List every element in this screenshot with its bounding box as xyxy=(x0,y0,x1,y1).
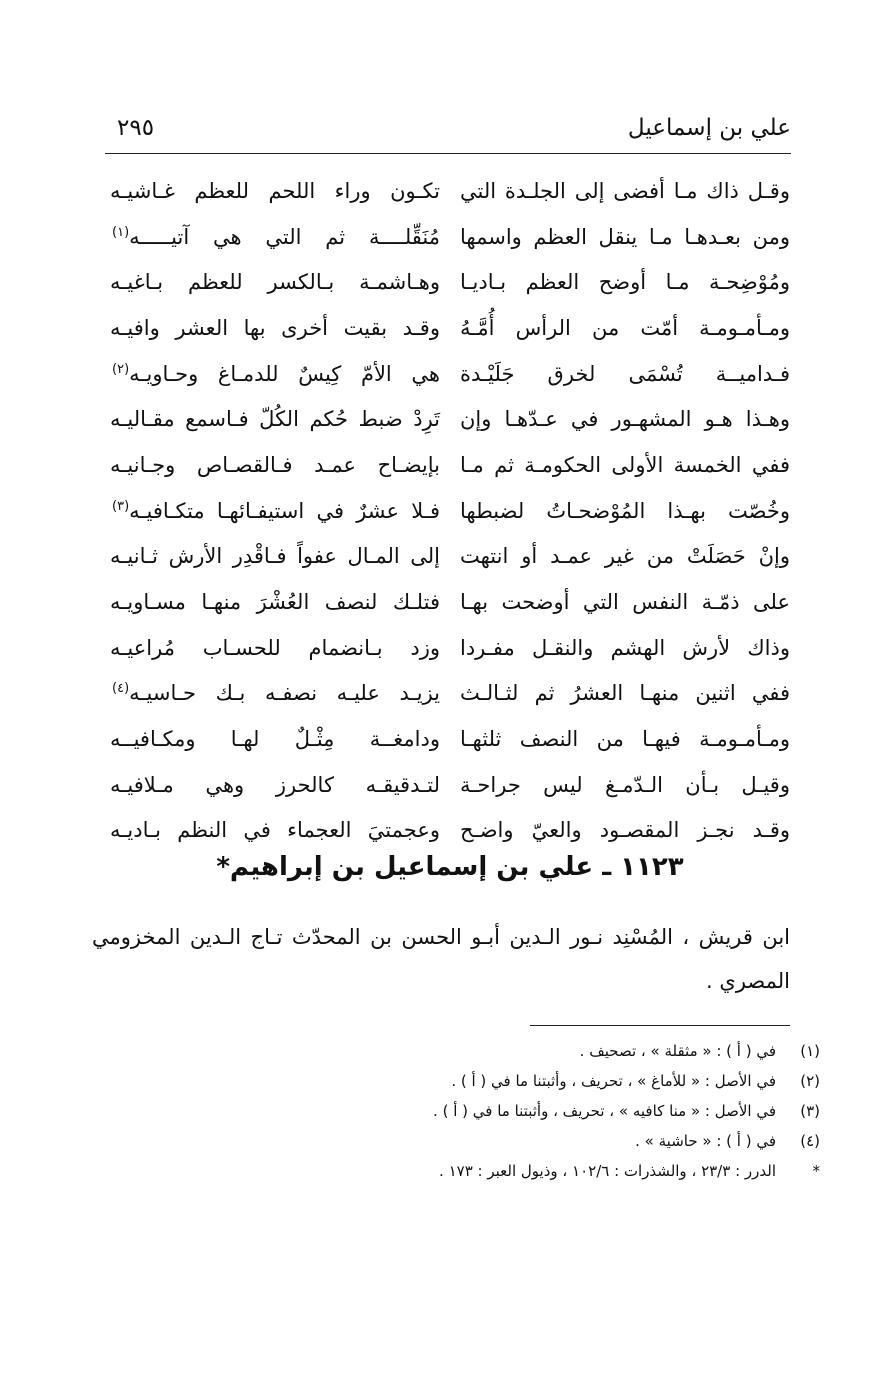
footnote-item xyxy=(330,1126,820,1156)
second-hemistich xyxy=(110,727,440,751)
first-hemistich: وهـذا هـو المشهـور في عـدّهـا وإن xyxy=(460,407,790,432)
footnotes xyxy=(330,1036,820,1186)
footnote-item xyxy=(330,1156,820,1186)
footnote-number: (٤) xyxy=(800,1132,820,1150)
first-hemistich: وقيـل بـأن الـدّمـغ ليس جراحـة xyxy=(460,772,790,797)
footnote-item xyxy=(330,1066,820,1096)
footnote-number: (٢) xyxy=(800,1072,820,1090)
second-hemistich xyxy=(110,362,440,386)
verse-line xyxy=(110,534,790,580)
entry-title: ١١٢٣ ـ علي بن إسماعيل بن إبراهيم* xyxy=(216,852,684,882)
second-hemistich-text: بإيضـاح عمـد فـالقصـاص وجـانيـه xyxy=(110,452,440,477)
poem xyxy=(110,168,790,853)
second-hemistich-text: وقـد بقيت أخرى بها العشر وافيـه xyxy=(110,315,440,340)
second-hemistich-text: فـلا عشرٌ في استيفـائهـا متكـافيـه xyxy=(129,498,440,523)
second-hemistich xyxy=(110,636,440,660)
entry-biography: ابن قريش ، المُسْنِد نـور الـدين أبـو الحسن بن المحدّث تـاج الـدين المخزومي المصري . xyxy=(92,925,790,993)
second-hemistich xyxy=(110,179,440,203)
second-hemistich-text: تكـون وراء اللحم للعظم غـاشيـه xyxy=(110,178,440,203)
first-hemistich: فـداميــة تُسْمَى لخرق جَلَيْـدة xyxy=(460,361,790,386)
footnote-marker: (١) xyxy=(112,224,130,240)
verse-line xyxy=(110,671,790,717)
second-hemistich-text: هي الأمّ كِيسٌ للدمـاغ وحـاويـه xyxy=(129,361,440,386)
second-hemistich xyxy=(110,270,440,294)
footnote-number: (١) xyxy=(800,1042,820,1060)
second-hemistich xyxy=(110,818,440,842)
footnote-marker: (٤) xyxy=(112,681,130,697)
first-hemistich: ومـأمـومـة فيهـا من النصف ثلثهـا xyxy=(460,727,790,752)
footnote-item xyxy=(330,1096,820,1126)
verse-line xyxy=(110,579,790,625)
verse-line xyxy=(110,762,790,808)
footnote-text: في الأصل : « منا كافيه » ، تحريف ، وأثبتنا ما في ( أ ) . xyxy=(433,1102,776,1120)
first-hemistich: وذاك لأرش الهشم والنقـل مفـردا xyxy=(460,635,790,660)
verse-line xyxy=(110,214,790,260)
second-hemistich xyxy=(110,316,440,340)
second-hemistich xyxy=(110,544,440,568)
second-hemistich-text: وعجمتيَ العجماء في النظم بـاديـه xyxy=(110,818,440,843)
second-hemistich xyxy=(110,681,440,705)
verse-line xyxy=(110,259,790,305)
second-hemistich xyxy=(110,773,440,797)
footnote-marker: (٣) xyxy=(112,498,130,514)
first-hemistich: وقـد نجـز المقصـود والعيّ واضـح xyxy=(460,818,790,843)
footnote-number: (٣) xyxy=(800,1102,820,1120)
second-hemistich xyxy=(110,407,440,431)
first-hemistich: وإنْ حَصَلَتْ من غير عمـد أو انتهت xyxy=(460,544,790,569)
first-hemistich: ومُوْضِحـة مـا أوضح العظم بـاديـا xyxy=(460,270,790,295)
second-hemistich-text: تَرِدْ ضبط حُكم الكُلّ فـاسمع مقـاليـه xyxy=(110,407,440,432)
page-header xyxy=(105,113,791,154)
second-hemistich-text: وزد بـانضمام للحسـاب مُراعيـه xyxy=(110,635,440,660)
second-hemistich-text: إلى المـال عفواً فـاقْدِر الأرش ثـانيـه xyxy=(110,544,440,569)
footnote-marker: (٢) xyxy=(112,361,130,377)
verse-line xyxy=(110,168,790,214)
second-hemistich xyxy=(110,590,440,614)
footnote-number: * xyxy=(812,1162,820,1180)
footnote-item xyxy=(330,1036,820,1066)
footnote-text: الدرر : ٢٣/٣ ، والشذرات : ١٠٢/٦ ، وذيول العبر : ١٧٣ . xyxy=(439,1162,776,1180)
second-hemistich xyxy=(110,225,440,249)
first-hemistich: وقـل ذاك مـا أفضى إلى الجلـدة التي xyxy=(460,178,790,203)
first-hemistich: ففي اثنين منهـا العشرُ ثم لثـالـث xyxy=(460,681,790,706)
second-hemistich-text: مُنَقِّلــــة ثم التي هي آتيـــــه xyxy=(129,224,440,249)
first-hemistich: وخُصّت بهـذا المُوْضحـاتُ لضبطها xyxy=(460,498,790,523)
second-hemistich-text: لتـدقيقـه كالحرز وهي مـلافيـه xyxy=(110,772,440,797)
verse-line xyxy=(110,305,790,351)
running-head: علي بن إسماعيل xyxy=(627,115,791,141)
first-hemistich: ففي الخمسة الأولى الحكومـة ثم مـا xyxy=(460,452,790,477)
verse-line xyxy=(110,808,790,854)
verse-line xyxy=(110,442,790,488)
verse-line xyxy=(110,625,790,671)
second-hemistich-text: ودامغــة مِثْـلٌ لهـا ومكـافيــه xyxy=(110,727,440,752)
verse-line xyxy=(110,396,790,442)
verse-line xyxy=(110,488,790,534)
second-hemistich xyxy=(110,499,440,523)
second-hemistich-text: وهـاشمـة بـالكسر للعظم بـاغيـه xyxy=(110,270,440,295)
footnote-separator xyxy=(530,1025,790,1026)
footnote-text: في الأصل : « للأماغ » ، تحريف ، وأثبتنا ما في ( أ ) . xyxy=(451,1072,776,1090)
second-hemistich xyxy=(110,453,440,477)
page-number: ٢٩٥ xyxy=(117,115,155,141)
footnote-text: في ( أ ) : « حاشية » . xyxy=(635,1132,776,1150)
second-hemistich-text: فتلـك لنصف العُشْرَ منهـا مسـاويـه xyxy=(110,590,440,615)
first-hemistich: ومن بعـدهـا مـا ينقل العظم واسمها xyxy=(460,224,790,249)
footnote-text: في ( أ ) : « مثقلة » ، تصحيف . xyxy=(579,1042,776,1060)
first-hemistich: على ذمّـة النفس التي أوضحت بهـا xyxy=(460,590,790,615)
second-hemistich-text: يزيـد عليـه نصفـه بـك حـاسيـه xyxy=(129,681,440,706)
verse-line xyxy=(110,716,790,762)
first-hemistich: ومـأمـومـة أمّت من الرأس أُمَّـهُ xyxy=(460,315,790,340)
verse-line xyxy=(110,351,790,397)
